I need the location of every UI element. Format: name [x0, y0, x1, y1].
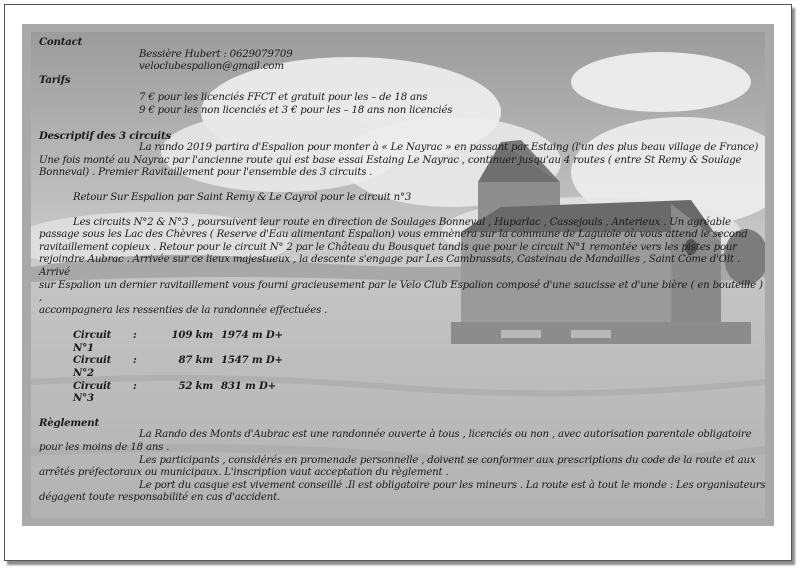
descriptif-para3-line6: accompagnera les ressenties de la randonnée effectuées .	[39, 304, 328, 316]
descriptif-para3-line1: Les circuits N°2 & N°3 , poursuivent leur route en direction de Soulages Bonneval , Huparlac , Cassejouls , Anterieux . Un agréable	[73, 216, 731, 228]
reglement-para3-line1: Le port du casque est vivement conseillé .Il est obligatoire pour les mineurs . La route est à tout le monde : Les organisateurs	[139, 479, 766, 491]
circuit-row-3	[39, 380, 767, 405]
descriptif-para2: Retour Sur Espalion par Saint Remy & Le Cayrol pour le circuit n°3	[73, 191, 412, 203]
circuit-name: Circuit N°2	[73, 354, 112, 380]
descriptif-para3-line4: rejoindre Aubrac . Arrivée sur ce lieux majestueux , la descente s'engage par Les Cambrassats, Casteinau de Mandailles , Saint Côme d'Olt . Arrivé	[39, 254, 740, 278]
contact-heading: Contact	[39, 36, 83, 48]
descriptif-para3-line3: ravitaillement copieux . Retour pour le circuit N° 2 par le Château du Bousquet tandis que pour le circuit N°1 remontée vers les pistes pour	[39, 241, 737, 253]
descriptif-para3-line2: passage sous les Lac des Chèvres ( Reserve d'Eau alimentant Espalion) vous emmènera sur la commune de Laguiole où vous attend le second	[39, 229, 748, 241]
circuit-distance: 52 km	[178, 379, 213, 392]
circuit-name: Circuit N°1	[73, 329, 112, 354]
reglement-para3-line2: dégagent toute responsabilité en cas d'accident.	[39, 492, 281, 504]
contact-name-phone: Bessière Hubert : 0629079709	[139, 48, 293, 60]
reglement-heading: Règlement	[39, 416, 99, 429]
reglement-para1-line1: La Rando des Monts d'Aubrac est une randonnée ouverte à tous , licenciés ou non , avec autorisation parentale obligatoire	[139, 429, 752, 441]
circuit-name: Circuit N°3	[73, 379, 112, 405]
circuit-row-1	[39, 329, 767, 354]
circuit-distance: 109 km	[171, 329, 213, 342]
tarif-line-2: 9 € pour les non licenciés et 3 € pour les – 18 ans non licenciés	[139, 104, 453, 116]
descriptif-para1-line2: Une fois monté au Nayrac par l'ancienne route qui est base essai Estaing Le Nayrac , continuer jusqu'au 4 routes ( entre St Remy & Soulage	[39, 154, 742, 166]
circuit-row-2	[39, 354, 767, 379]
circuit-elevation: 1974 m D+	[221, 329, 283, 342]
descriptif-para1-line3: Bonneval) . Premier Ravitaillement pour l'ensemble des 3 circuits .	[39, 167, 373, 179]
circuit-colon: :	[133, 379, 137, 392]
tarifs-heading: Tarifs	[39, 73, 71, 86]
tarif-line-1: 7 € pour les licenciés FFCT et gratuit pour les – de 18 ans	[139, 92, 428, 104]
descriptif-para1-line1: La rando 2019 partira d'Espalion pour monter à « Le Nayrac » en passant par Estaing (l'un des plus beau village de France)	[139, 142, 759, 154]
circuit-elevation: 831 m D+	[221, 379, 276, 392]
contact-email: veloclubespalion@gmail.com	[139, 61, 284, 73]
circuit-elevation: 1547 m D+	[221, 354, 283, 367]
reglement-para2-line2: arrêtés préfectoraux ou municipaux. L'inscription vaut acceptation du règlement .	[39, 467, 449, 479]
flyer-text	[39, 36, 767, 505]
reglement-para2-line1: Les participants , considérés en promenade personnelle , doivent se conformer aux prescriptions du code de la route et aux	[139, 454, 756, 466]
circuit-distance: 87 km	[178, 354, 213, 367]
descriptif-heading: Descriptif des 3 circuits	[39, 129, 172, 142]
reglement-para1-line2: pour les moins de 18 ans .	[39, 442, 170, 454]
circuit-colon: :	[133, 329, 137, 342]
circuit-colon: :	[133, 354, 137, 367]
descriptif-para3-line5: sur Espalion un dernier ravitaillement vous fourni gracieusement par le Velo Club Espalion composé d'une saucisse et d'une bière ( en bouteille ) ,	[39, 279, 763, 304]
